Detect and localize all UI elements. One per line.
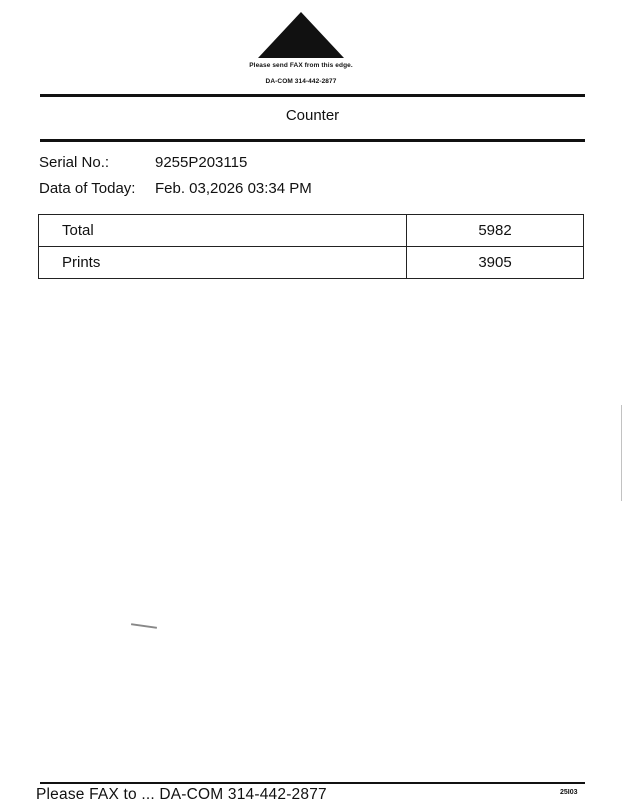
serial-label: Serial No.: [39, 154, 110, 171]
serial-value: 9255P203115 [155, 154, 248, 171]
header-rule-top [40, 94, 585, 97]
page-title: Counter [285, 107, 340, 124]
counter-value-total: 5982 [407, 215, 584, 247]
footer-rule [40, 782, 585, 784]
fax-edge-arrow-icon [258, 12, 344, 58]
scan-edge-mark [621, 405, 622, 501]
scan-artifact [131, 623, 157, 629]
fax-edge-number: DA-COM 314-442-2877 [265, 78, 337, 85]
footer-code: 25I03 [560, 789, 578, 796]
counter-label-prints: Prints [39, 247, 407, 279]
fax-edge-instruction: Please send FAX from this edge. [249, 62, 353, 69]
header-rule-bottom [40, 139, 585, 142]
counter-label-total: Total [39, 215, 407, 247]
footer-fax-text: Please FAX to ... DA-COM 314-442-2877 [36, 786, 327, 803]
table-row [39, 215, 584, 247]
date-value: Feb. 03,2026 03:34 PM [155, 180, 312, 197]
date-label: Data of Today: [39, 180, 136, 197]
counter-value-prints: 3905 [407, 247, 584, 279]
table-row [39, 247, 584, 279]
counter-table [38, 214, 584, 279]
